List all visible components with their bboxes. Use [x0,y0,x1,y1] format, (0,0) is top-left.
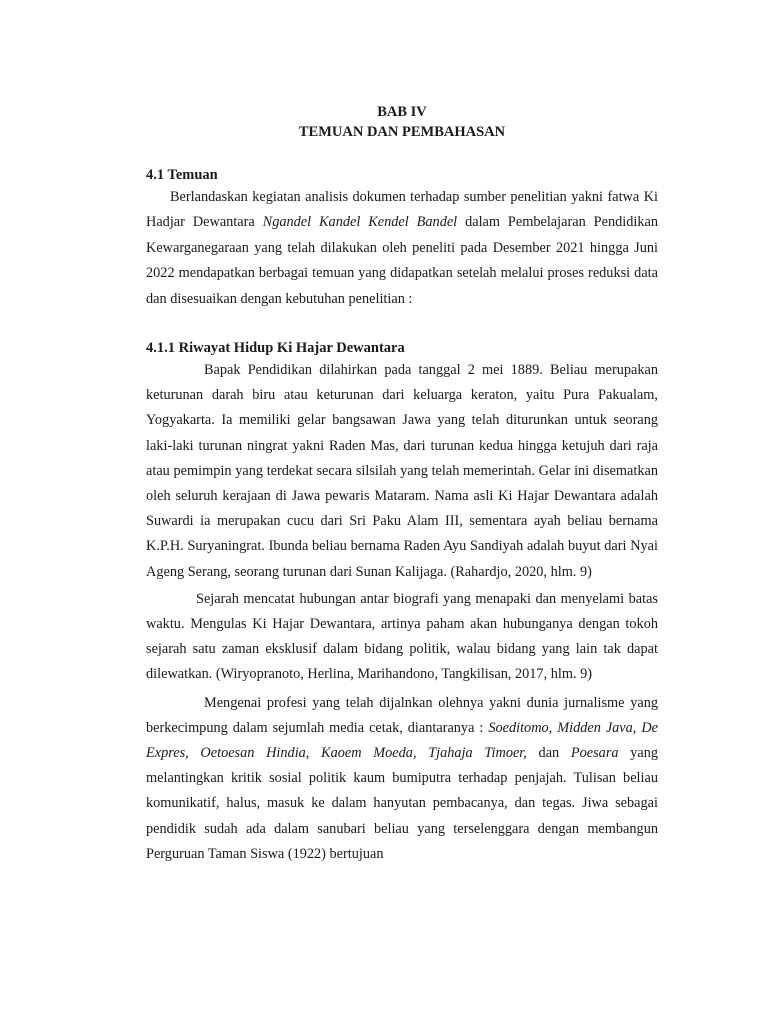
section-heading-4-1: 4.1 Temuan [146,167,218,183]
paragraph-riwayat-1: Bapak Pendidikan dilahirkan pada tanggal 2 mei 1889. Beliau merupakan keturunan darah biru atau keturunan dari keluarga keraton, yaitu Pura Pakualam, Yogyakarta. Ia memiliki gelar bangsawan Jawa yang telah diturunkan untuk seorang laki-laki turunan ningrat yakni Raden Mas, dari turunan kedua hingga ketujuh dari raja atau pemimpin yang terdekat secara silsilah yang telah memerintah. Gelar ini disematkan oleh seluruh kerajaan di Jawa pewaris Mataram. Nama asli Ki Hajar Dewantara adalah Suwardi ia merupakan cucu dari Sri Paku Alam III, sementara ayah beliau bernama K.P.H. Suryaningrat. Ibunda beliau bernama Raden Ayu Sandiyah adalah buyut dari Nyai Ageng Serang, seorang turunan dari Sunan Kalijaga. (Rahardjo, 2020, hlm. 9) [146,362,658,580]
paragraph-text: Mengenai profesi yang telah dijalnkan olehnya yakni dunia jurnalisme yang berkecimpung dalam sejumlah media cetak, diantaranya : [146,694,658,736]
paragraph-text: dan [526,745,571,762]
italic-media-list: Soeditomo, Midden Java, De Expres, Oetoesan Hindia, Kaoem Moeda, Tjahaja Timoer, [146,719,659,762]
paragraph-text: yang melantingkan kritik sosial politik kaum bumiputra terhadap penjajah. Tulisan beliau komunikatif, halus, masuk ke dalam hanyutan pembacanya, dan tegas. Jiwa sebagai pendidik sudah ada dalam sanubari beliau yang terselenggara dengan membangun Perguruan Taman Siswa (1922) bertujuan [146,745,658,862]
paragraph-temuan [146,185,658,312]
page-content [146,102,658,867]
paragraph-text: Berlandaskan kegiatan analisis dokumen terhadap sumber penelitian yakni fatwa Ki Hadjar Dewantara [146,189,658,231]
italic-media-name: Poesara [570,745,619,762]
chapter-title: TEMUAN DAN PEMBAHASAN [298,124,506,140]
paragraph-riwayat-2: Sejarah mencatat hubungan antar biografi yang menapaki dan menyelami batas waktu. Mengulas Ki Hajar Dewantara, artinya paham akan hubunganya dengan tokoh sejarah satu zaman eksklusif dalam bidang politik, walau bidang yang lain tak dapat dilewatkan. (Wiryopranoto, Herlina, Marihandono, Tangkilisan, 2017, hlm. 9) [146,590,658,683]
chapter-number: BAB IV [377,104,427,120]
paragraph-riwayat-3 [146,691,658,867]
paragraph-text: dalam Pembelajaran Pendidikan Kewarganegaraan yang telah dilakukan oleh peneliti pada Desember 2021 hingga Juni 2022 mendapatkan berbagai temuan yang didapatkan setelah melalui proses reduksi data dan disesuaikan dengan kebutuhan penelitian : [146,214,658,307]
italic-phrase: Ngandel Kandel Kendel Bandel [262,214,458,231]
section-heading-4-1-1: 4.1.1 Riwayat Hidup Ki Hajar Dewantara [146,340,405,357]
